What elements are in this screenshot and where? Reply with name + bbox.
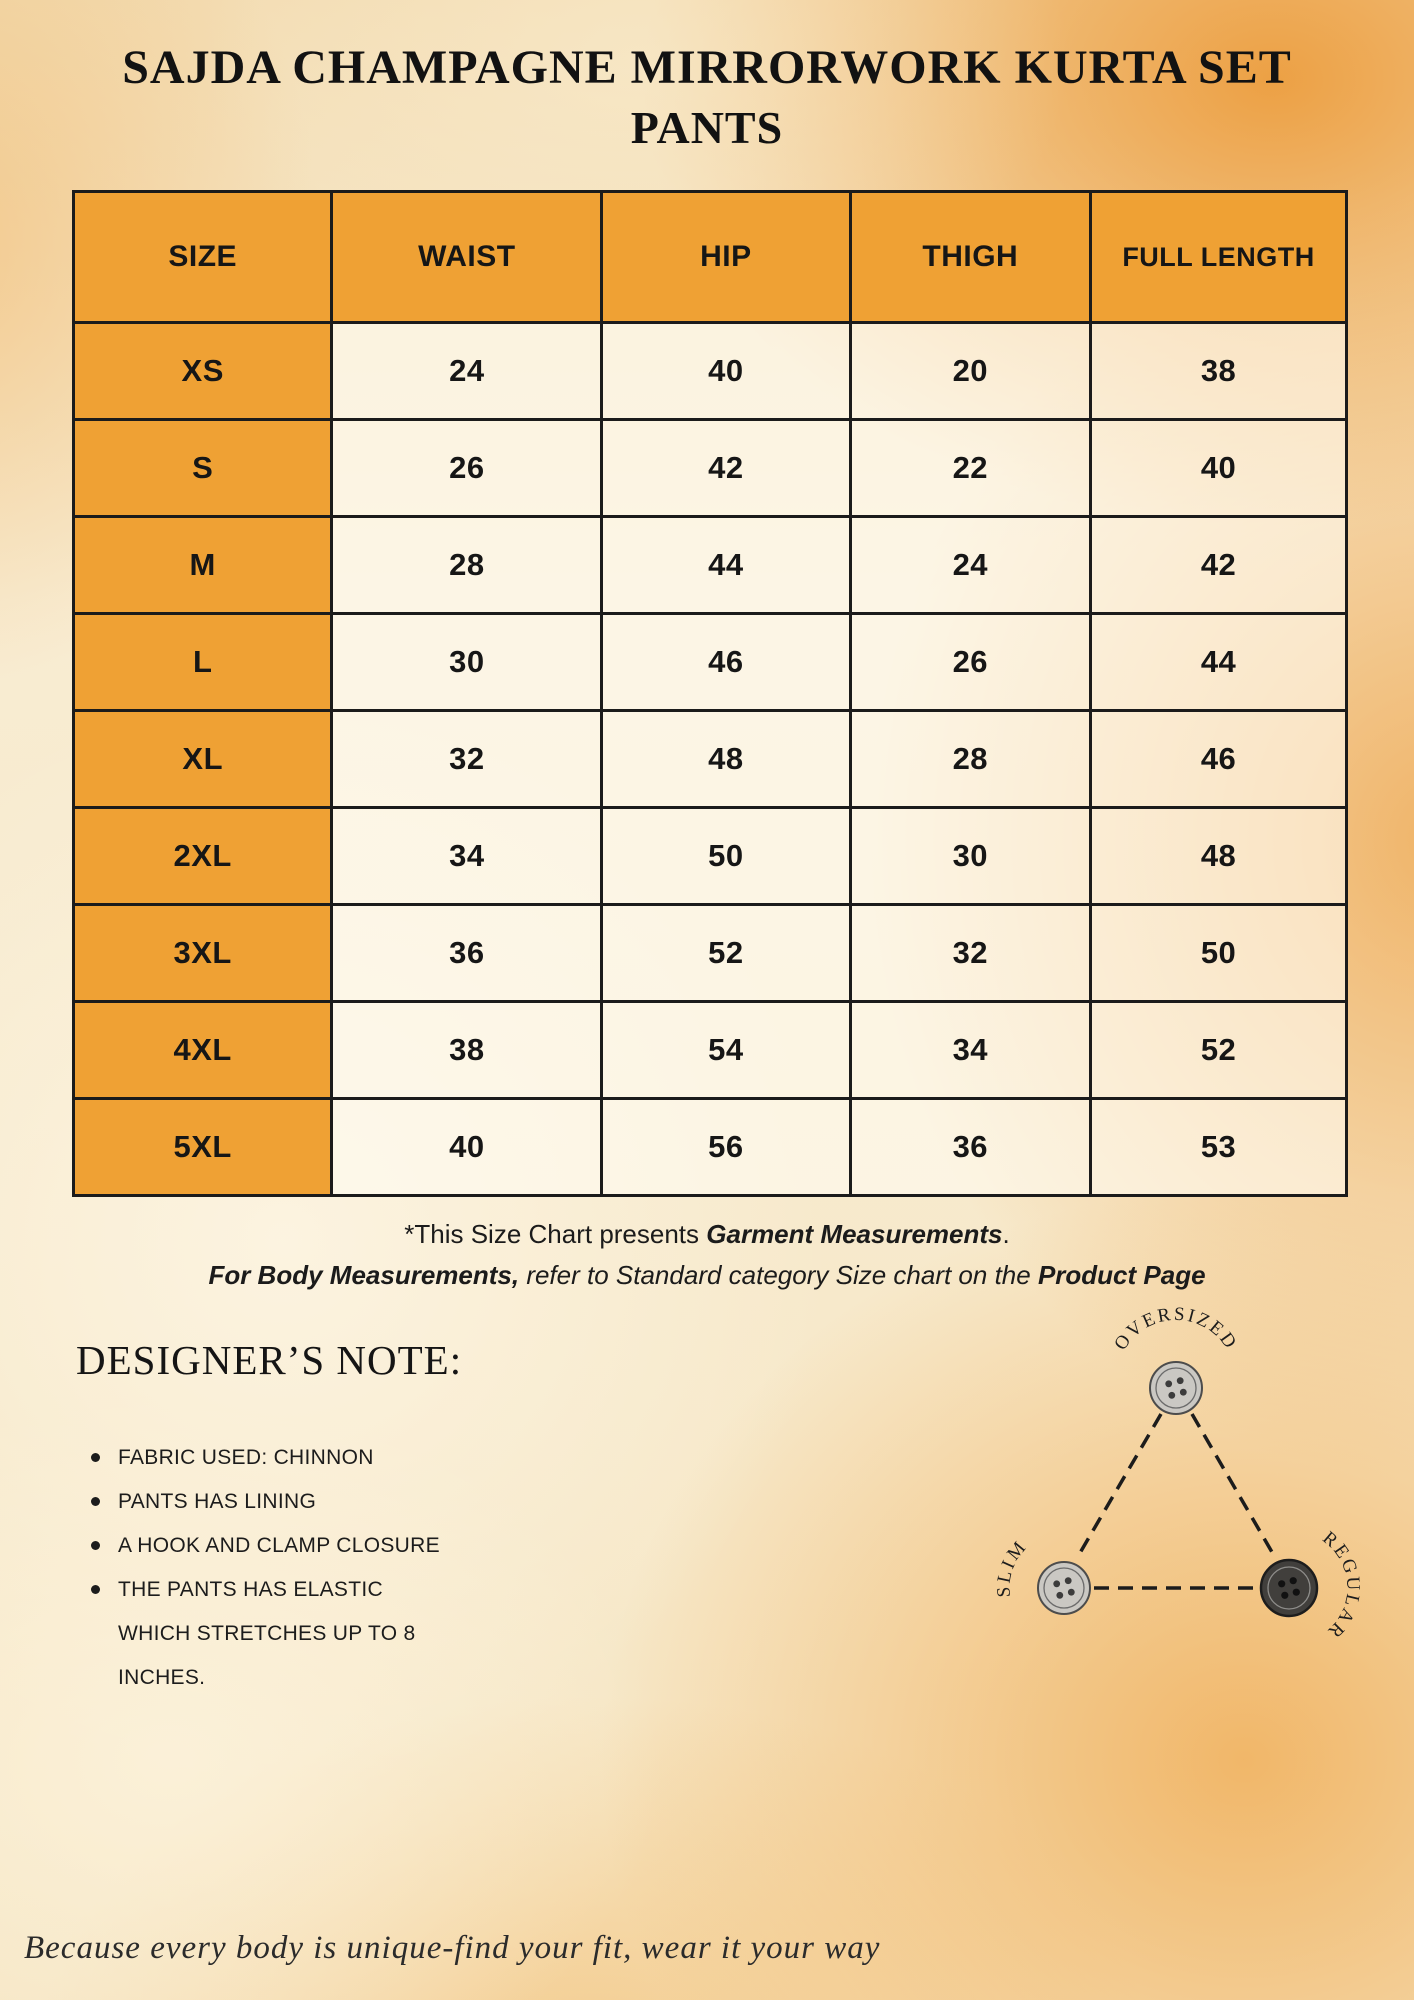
thigh-cell: 24 <box>850 517 1091 614</box>
waist-cell: 28 <box>332 517 602 614</box>
waist-cell: 36 <box>332 905 602 1002</box>
thigh-cell: 22 <box>850 420 1091 517</box>
column-header-size: SIZE <box>74 192 332 323</box>
oversized-label: OVERSIZED <box>1110 1303 1242 1355</box>
thigh-cell: 30 <box>850 808 1091 905</box>
size-cell: 4XL <box>74 1002 332 1099</box>
regular-label: REGULAR <box>1318 1527 1364 1644</box>
brand-tagline: Because every body is unique-find your fit, wear it your way <box>24 1930 881 1966</box>
size-cell: XS <box>74 323 332 420</box>
full-length-cell: 44 <box>1091 614 1347 711</box>
waist-cell: 32 <box>332 711 602 808</box>
measurement-note-line1: *This Size Chart presents Garment Measurements. <box>404 1219 1010 1249</box>
regular-button-icon <box>1261 1560 1317 1616</box>
product-title: SAJDA CHAMPAGNE MIRRORWORK KURTA SET <box>122 41 1292 94</box>
full-length-cell: 53 <box>1091 1099 1347 1196</box>
table-row <box>74 323 1347 420</box>
table-row <box>74 420 1347 517</box>
full-length-cell: 42 <box>1091 517 1347 614</box>
hip-cell: 54 <box>602 1002 850 1099</box>
size-cell: 3XL <box>74 905 332 1002</box>
list-item: PANTS HAS LINING <box>118 1480 448 1524</box>
table-row <box>74 1002 1347 1099</box>
column-header-hip: HIP <box>602 192 850 323</box>
table-row <box>74 614 1347 711</box>
full-length-cell: 38 <box>1091 323 1347 420</box>
list-item: THE PANTS HAS ELASTIC WHICH STRETCHES UP TO 8 INCHES. <box>118 1568 448 1700</box>
waist-cell: 38 <box>332 1002 602 1099</box>
waist-cell: 24 <box>332 323 602 420</box>
size-chart-table <box>72 190 1348 1197</box>
size-cell: 2XL <box>74 808 332 905</box>
column-header-full-length: FULL LENGTH <box>1091 192 1347 323</box>
thigh-cell: 20 <box>850 323 1091 420</box>
garment-type-title: PANTS <box>630 102 784 153</box>
hip-cell: 52 <box>602 905 850 1002</box>
waist-cell: 26 <box>332 420 602 517</box>
hip-cell: 50 <box>602 808 850 905</box>
slim-label: SLIM <box>993 1536 1032 1598</box>
waist-cell: 40 <box>332 1099 602 1196</box>
column-header-thigh: THIGH <box>850 192 1091 323</box>
waist-cell: 30 <box>332 614 602 711</box>
size-cell: 5XL <box>74 1099 332 1196</box>
column-header-waist: WAIST <box>332 192 602 323</box>
table-row <box>74 1099 1347 1196</box>
hip-cell: 48 <box>602 711 850 808</box>
size-cell: XL <box>74 711 332 808</box>
table-row <box>74 808 1347 905</box>
page-title <box>0 38 1414 158</box>
measurement-note <box>0 1214 1414 1296</box>
hip-cell: 42 <box>602 420 850 517</box>
full-length-cell: 48 <box>1091 808 1347 905</box>
table-header-row <box>74 192 1347 323</box>
list-item: FABRIC USED: CHINNON <box>118 1436 448 1480</box>
designer-note-list <box>118 1436 448 1700</box>
hip-cell: 40 <box>602 323 850 420</box>
fit-triangle-diagram <box>960 1300 1380 1660</box>
slim-button-icon <box>1038 1562 1090 1614</box>
size-cell: S <box>74 420 332 517</box>
full-length-cell: 52 <box>1091 1002 1347 1099</box>
thigh-cell: 28 <box>850 711 1091 808</box>
hip-cell: 56 <box>602 1099 850 1196</box>
table-row <box>74 711 1347 808</box>
measurement-note-line2: For Body Measurements, refer to Standard category Size chart on the Product Page <box>208 1260 1206 1290</box>
waist-cell: 34 <box>332 808 602 905</box>
dashed-triangle-lines <box>1077 1414 1276 1588</box>
size-table-body <box>74 323 1347 1196</box>
size-cell: M <box>74 517 332 614</box>
size-cell: L <box>74 614 332 711</box>
thigh-cell: 32 <box>850 905 1091 1002</box>
full-length-cell: 40 <box>1091 420 1347 517</box>
full-length-cell: 46 <box>1091 711 1347 808</box>
thigh-cell: 26 <box>850 614 1091 711</box>
hip-cell: 46 <box>602 614 850 711</box>
hip-cell: 44 <box>602 517 850 614</box>
thigh-cell: 36 <box>850 1099 1091 1196</box>
designer-note-heading: DESIGNER’S NOTE: <box>76 1337 463 1383</box>
table-row <box>74 905 1347 1002</box>
table-row <box>74 517 1347 614</box>
list-item: A HOOK AND CLAMP CLOSURE <box>118 1524 448 1568</box>
oversized-button-icon <box>1150 1362 1202 1414</box>
thigh-cell: 34 <box>850 1002 1091 1099</box>
full-length-cell: 50 <box>1091 905 1347 1002</box>
